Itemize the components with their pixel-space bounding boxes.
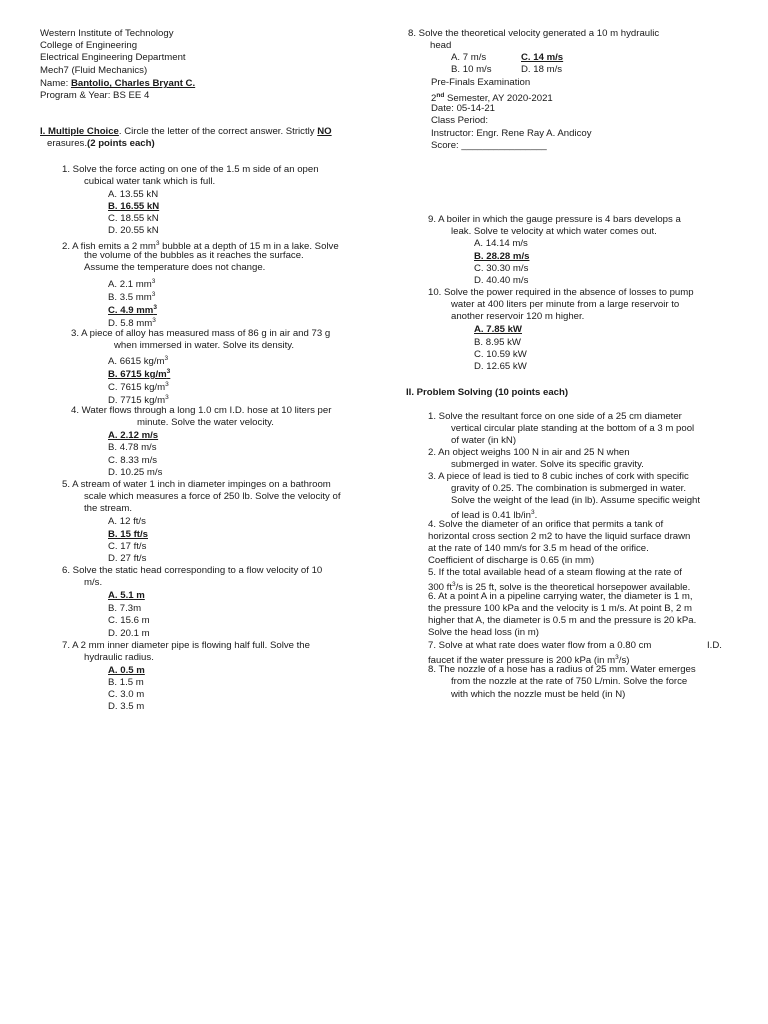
p3-line1: 3. A piece of lead is tied to 8 cubic inches of cork with specific (428, 471, 689, 482)
q9-choice-b-answer[interactable]: B. 28.28 m/s (474, 251, 530, 262)
q9-choice-a[interactable]: A. 14.14 m/s (474, 238, 528, 249)
department-name: Electrical Engineering Department (40, 52, 186, 63)
q4-choice-b[interactable]: B. 4.78 m/s (108, 442, 157, 453)
q4-text-line2: minute. Solve the water velocity. (137, 417, 274, 428)
p1-line1: 1. Solve the resultant force on one side of a 25 cm diameter (428, 411, 682, 422)
part1-heading: I. Multiple Choice (40, 126, 119, 137)
p6-line1: 6. At a point A in a pipeline carrying water, the diameter is 1 m, (428, 591, 693, 602)
q4-choice-a-answer[interactable]: A. 2.12 m/s (108, 430, 159, 441)
q7-choice-b[interactable]: B. 1.5 m (108, 677, 144, 688)
p4-line4: Coefficient of discharge is 0.65 (in mm) (428, 555, 595, 566)
points-each: (2 points each) (87, 138, 155, 149)
q8-text-line1: 8. Solve the theoretical velocity generated a 10 m hydraulic (408, 28, 660, 39)
q4-choice-d[interactable]: D. 10.25 m/s (108, 467, 163, 478)
p7-line2: faucet if the water pressure is 200 kPa (in $m^3/s$) (428, 654, 630, 667)
p7-line1-id: I.D. (707, 640, 722, 651)
p8-line2: from the nozzle at the rate of 750 L/min. Solve the force (451, 676, 688, 687)
p1-line2: vertical circular plate standing at the bottom of a 3 m pool (451, 423, 695, 434)
exam-title: Pre-Finals Examination (431, 77, 531, 88)
q9-text-line2: leak. Solve te velocity at which water comes out. (451, 226, 657, 237)
q1-text-line2: cubical water tank which is full. (84, 176, 216, 187)
class-period: Class Period: (431, 115, 489, 126)
q10-choice-c[interactable]: C. 10.59 kW (474, 349, 527, 360)
p8-line3: with which the nozzle must be held (in N) (451, 689, 626, 700)
q6-choice-c[interactable]: C. 15.6 m (108, 615, 150, 626)
instructor: Instructor: Engr. Rene Ray A. Andicoy (431, 128, 592, 139)
q5-choice-d[interactable]: D. 27 ft/s (108, 553, 147, 564)
q5-text-line1: 5. A stream of water 1 inch in diameter impinges on a bathroom (62, 479, 331, 490)
p6-line2: the pressure 100 kPa and the velocity is 1 m/s. At point B, 2 m (428, 603, 692, 614)
q1-choice-a[interactable]: A. 13.55 kN (108, 189, 159, 200)
q3-choice-d[interactable]: D. 7715 $kg/m^3$ (108, 394, 169, 407)
no-emphasis: NO (317, 126, 332, 137)
q5-text-line3: the stream. (84, 503, 132, 514)
p6-line4: Solve the head loss (in m) (428, 627, 539, 638)
p1-line3: of water (in kN) (451, 435, 517, 446)
q7-choice-c[interactable]: C. 3.0 m (108, 689, 145, 700)
q2-text-line3: Assume the temperature does not change. (84, 262, 266, 273)
p2-line1: 2. An object weighs 100 N in air and 25 N when (428, 447, 630, 458)
q3-choice-a[interactable]: A. 6615 $kg/m^3$ (108, 355, 169, 368)
q1-choice-d[interactable]: D. 20.55 kN (108, 225, 159, 236)
q10-choice-d[interactable]: D. 12.65 kW (474, 361, 527, 372)
p3-line4: of lead is 0.41 $lb/in^3$. (451, 509, 538, 522)
p8-line1: 8. The nozzle of a hose has a radius of 25 mm. Water emerges (428, 664, 696, 675)
p4-line1: 4. Solve the diameter of an orifice that permits a tank of (428, 519, 664, 530)
q3-text-line1: 3. A piece of alloy has measured mass of 86 g in air and 73 g (71, 328, 331, 339)
q5-choice-b-answer[interactable]: B. 15 ft/s (108, 529, 148, 540)
q2-choice-a[interactable]: A. 2.1 $mm^3$ (108, 278, 156, 291)
q10-choice-b[interactable]: B. 8.95 kW (474, 337, 521, 348)
q3-text-line2: when immersed in water. Solve its density. (114, 340, 295, 351)
course-name: Mech7 (Fluid Mechanics) (40, 65, 148, 76)
erasures-text: erasures. (47, 138, 87, 149)
part1-instructions (40, 126, 332, 138)
q7-choice-a-answer[interactable]: A. 0.5 m (108, 665, 145, 676)
q6-choice-d[interactable]: D. 20.1 m (108, 628, 150, 639)
q10-text-line2: water at 400 liters per minute from a large reservoir to (451, 299, 680, 310)
q10-text-line1: 10. Solve the power required in the absence of losses to pump (428, 287, 694, 298)
q6-choice-a-answer[interactable]: A. 5.1 m (108, 590, 145, 601)
q8-choice-a[interactable]: A. 7 m/s (451, 52, 487, 63)
q3-choice-b-answer[interactable]: B. 6715 $kg/m^3$ (108, 368, 171, 381)
q2-choice-d[interactable]: D. 5.8 $mm^3$ (108, 317, 156, 330)
part1-instructions-cont (47, 138, 155, 150)
q5-text-line2: scale which measures a force of 250 lb. Solve the velocity of (84, 491, 341, 502)
p5-line2: 300 $ft^3/s$ is 25 ft, solve is the theoretical horsepower available. (428, 581, 691, 594)
program-year: Program & Year: BS EE 4 (40, 90, 150, 101)
q8-text-line2: head (430, 40, 452, 51)
q1-text-line1: 1. Solve the force acting on one of the 1.5 m side of an open (62, 164, 319, 175)
q8-choice-d[interactable]: D. 18 m/s (521, 64, 563, 75)
q4-choice-c[interactable]: C. 8.33 m/s (108, 455, 158, 466)
college-name: College of Engineering (40, 40, 138, 51)
q9-choice-c[interactable]: C. 30.30 m/s (474, 263, 529, 274)
q7-text-line1: 7. A 2 mm inner diameter pipe is flowing half full. Solve the (62, 640, 310, 651)
student-name-line (40, 78, 195, 90)
exam-semester: 2nd Semester, AY 2020-2021 (431, 92, 553, 105)
q7-choice-d[interactable]: D. 3.5 m (108, 701, 145, 712)
part1-instruction-text: . Circle the letter of the correct answer. Strictly (118, 126, 318, 137)
q10-choice-a-answer[interactable]: A. 7.85 kW (474, 324, 522, 335)
q6-text-line2: m/s. (84, 577, 103, 588)
q3-choice-c[interactable]: C. 7615 $kg/m^3$ (108, 381, 169, 394)
p5-line1: 5. If the total available head of a steam flowing at the rate of (428, 567, 682, 578)
q2-text-line1: 2. A fish emits a 2 $mm^3$ bubble at a depth of 15 m in a lake. Solve (62, 240, 339, 253)
q4-text-line1: 4. Water flows through a long 1.0 cm I.D. hose at 10 liters per (71, 405, 332, 416)
p6-line3: higher that A, the diameter is 0.5 m and the pressure is 20 kPa. (428, 615, 697, 626)
q2-text-line2: the volume of the bubbles as it reaches the surface. (84, 250, 304, 261)
student-name: Bantolio, Charles Bryant C. (70, 78, 196, 89)
q7-text-line2: hydraulic radius. (84, 652, 154, 663)
school-name: Western Institute of Technology (40, 28, 174, 39)
q8-choice-b[interactable]: B. 10 m/s (451, 64, 492, 75)
p3-line3: Solve the weight of the lead (in lb). Assume specific weight (451, 495, 701, 506)
q1-choice-b-answer[interactable]: B. 16.55 kN (108, 201, 160, 212)
q6-choice-b[interactable]: B. 7.3m (108, 603, 142, 614)
q2-choice-b[interactable]: B. 3.5 $mm^3$ (108, 291, 156, 304)
name-label: Name: (40, 78, 71, 89)
q6-text-line1: 6. Solve the static head corresponding to a flow velocity of 10 (62, 565, 323, 576)
score-field[interactable]: Score: ________________ (431, 140, 547, 151)
p4-line3: at the rate of 140 mm/s for 3.5 m head of the orifice. (428, 543, 649, 554)
q9-text-line1: 9. A boiler in which the gauge pressure is 4 bars develops a (428, 214, 681, 225)
p4-line2: horizontal cross section 2 m2 to have the liquid surface drawn (428, 531, 691, 542)
part2-heading: II. Problem Solving (10 points each) (406, 387, 569, 398)
q8-choice-c-answer[interactable]: C. 14 m/s (521, 52, 564, 63)
exam-date: Date: 05-14-21 (431, 103, 495, 114)
p2-line2: submerged in water. Solve its specific gravity. (451, 459, 644, 470)
q5-choice-a[interactable]: A. 12 ft/s (108, 516, 146, 527)
q10-text-line3: another reservoir 120 m higher. (451, 311, 585, 322)
q9-choice-d[interactable]: D. 40.40 m/s (474, 275, 529, 286)
q2-choice-c-answer[interactable]: C. 4.9 $mm^3$ (108, 304, 157, 317)
q1-choice-c[interactable]: C. 18.55 kN (108, 213, 159, 224)
p7-line1: 7. Solve at what rate does water flow from a 0.80 cm (428, 640, 652, 651)
p3-line2: gravity of 0.25. The combination is submerged in water. (451, 483, 686, 494)
q5-choice-c[interactable]: C. 17 ft/s (108, 541, 147, 552)
